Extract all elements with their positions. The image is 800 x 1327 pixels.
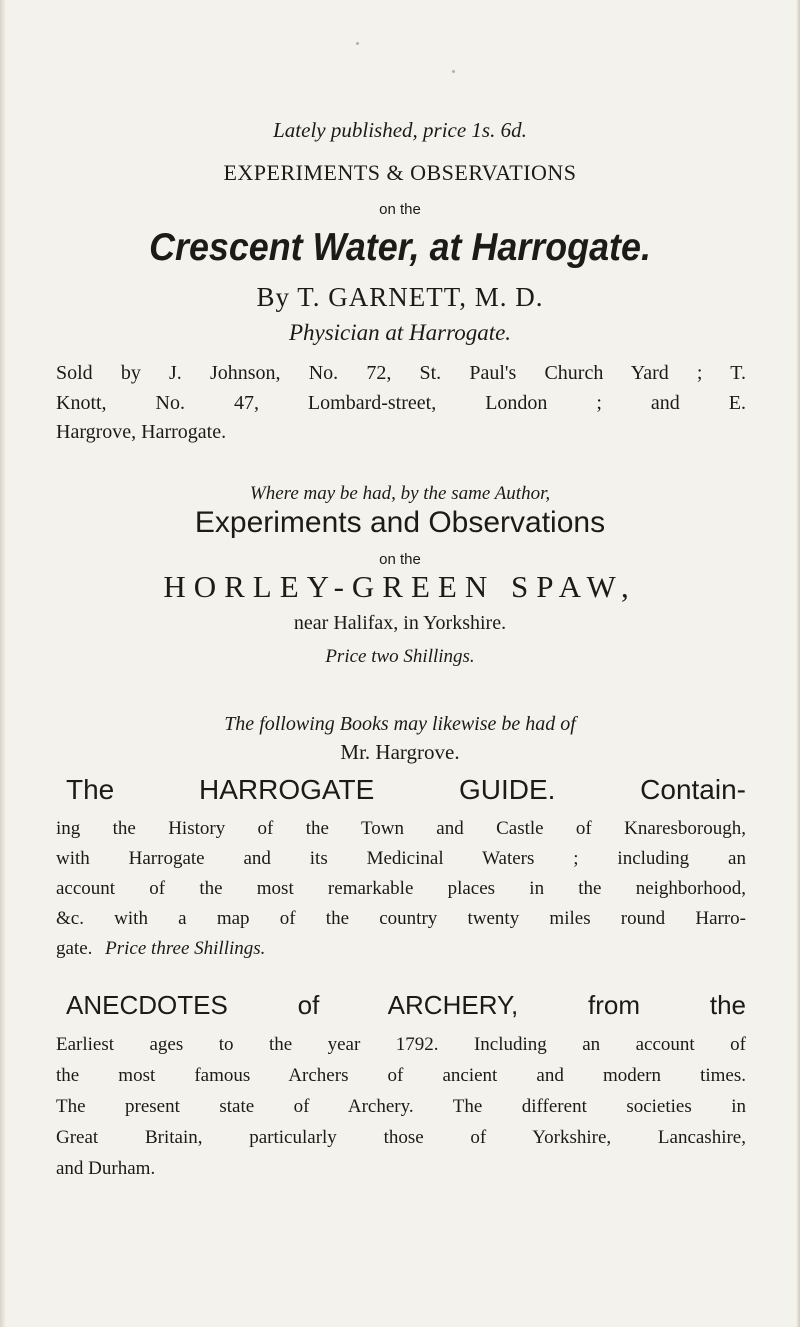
guide-description-line: &c. with a map of the country twenty miles round Harro- <box>56 908 746 929</box>
following-books-line: The following Books may likewise be had of <box>224 713 576 735</box>
price-line: Price two Shillings. <box>325 646 475 667</box>
paper-speck <box>452 70 455 73</box>
author-role: Physician at Harrogate. <box>288 320 512 345</box>
paper-speck <box>356 42 359 45</box>
horley-green-title: HORLEY-GREEN SPAW, <box>163 569 637 604</box>
where-may-be-had: Where may be had, by the same Author, <box>249 483 551 504</box>
crescent-water-title: Crescent Water, at Harrogate. <box>149 226 651 269</box>
archery-description-line: Great Britain, particularly those of Yorkshire, Lancashire, <box>56 1127 746 1148</box>
location-line: near Halifax, in Yorkshire. <box>293 612 507 634</box>
sold-by-line: Sold by J. Johnson, No. 72, St. Paul's Church Yard ; T. <box>56 362 746 384</box>
archery-last-line: and Durham. <box>56 1158 156 1179</box>
experiments-observations-title: Experiments and Observations <box>194 506 606 539</box>
on-the-label: on the <box>379 201 421 218</box>
seller-name: Mr. Hargrove. <box>340 740 460 764</box>
guide-price: Price three Shillings. <box>105 938 266 959</box>
author-line: By T. GARNETT, M. D. <box>256 282 544 312</box>
archery-description-line: The present state of Archery. The different societies in <box>56 1096 746 1117</box>
guide-description-line: with Harrogate and its Medicinal Waters ; including an <box>56 848 746 869</box>
sold-by-line: Knott, No. 47, Lombard-street, London ; and E. <box>56 392 746 414</box>
sold-by-line: Hargrove, Harrogate. <box>56 421 227 443</box>
archery-description-line: the most famous Archers of ancient and modern times. <box>56 1065 746 1086</box>
on-the-label: on the <box>379 551 421 568</box>
archery-heading: ANECDOTES of ARCHERY, from the <box>66 990 746 1020</box>
guide-description-line: ing the History of the Town and Castle of Knaresborough, <box>56 818 746 839</box>
guide-last-word: gate. <box>56 938 93 959</box>
experiments-title: EXPERIMENTS & OBSERVATIONS <box>223 160 577 185</box>
guide-last-line <box>56 938 265 960</box>
guide-description-line: account of the most remarkable places in the neighborhood, <box>56 878 746 899</box>
harrogate-guide-heading: The HARROGATE GUIDE. Contain- <box>66 774 746 805</box>
lately-published-line: Lately published, price 1s. 6d. <box>273 118 527 142</box>
archery-description-line: Earliest ages to the year 1792. Including an account of <box>56 1034 746 1055</box>
